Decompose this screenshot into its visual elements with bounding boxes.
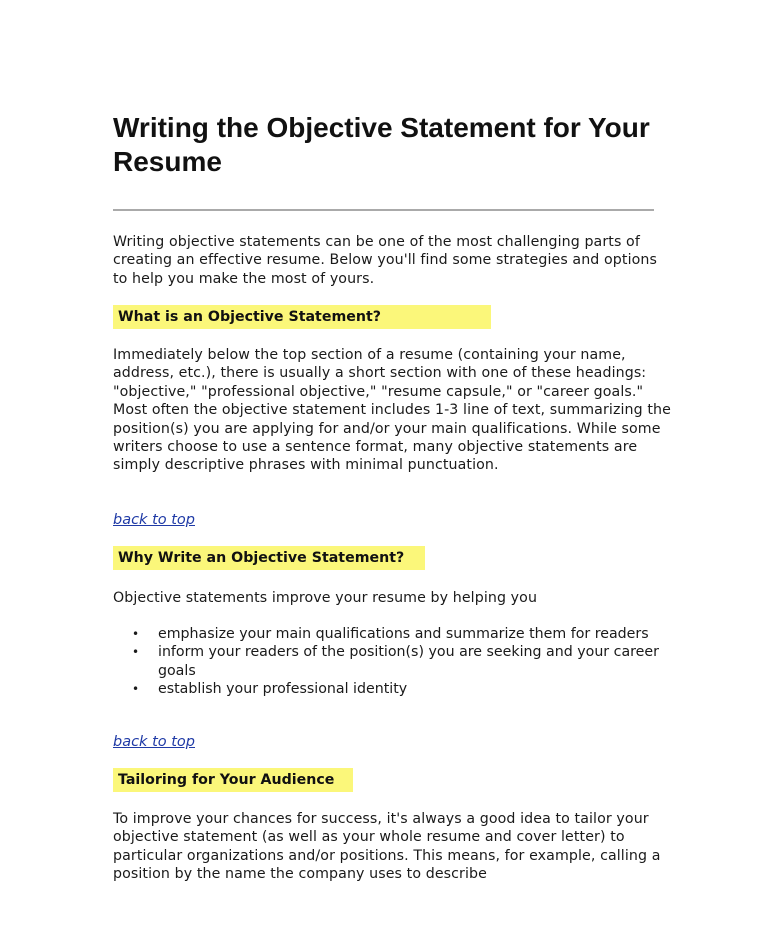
list-item — [113, 625, 673, 643]
section-body-what-is: Immediately below the top section of a resume (containing your name, address, etc.), there is usually a short section with one of these headings: "objective," "professional objective," "resume capsule," or "career goals." Most often the objective statement includes 1-3 line of text, summarizing the position(s) you are applying for and/or your main qualifications. While some writers choose to use a sentence format, many objective statements are simply descriptive phrases with minimal punctuation. — [113, 347, 671, 474]
back-to-top-link-2[interactable]: back to top — [113, 734, 195, 750]
list-item-text: emphasize your main qualifications and summarize them for readers — [158, 626, 649, 642]
list-item — [113, 680, 673, 698]
list-item-text: inform your readers of the position(s) you are seeking and your career goals — [158, 644, 659, 679]
section-body-tailoring: To improve your chances for success, it's always a good idea to tailor your objective statement (as well as your whole resume and cover letter) to particular organizations and/or positions. This means, for example, calling a position by the name the company uses to describe — [113, 811, 661, 883]
bullet-icon: • — [132, 682, 140, 697]
section-heading-tailoring: Tailoring for Your Audience — [113, 768, 353, 792]
section-body-why-write: Objective statements improve your resume by helping you — [113, 590, 538, 606]
list-item — [113, 643, 673, 680]
back-to-top-link-1[interactable]: back to top — [113, 512, 195, 528]
intro-paragraph: Writing objective statements can be one of the most challenging parts of creating an effective resume. Below you'll find some strategies and options to help you make the most of yours. — [113, 234, 657, 287]
title-divider — [113, 209, 654, 211]
benefits-list — [113, 625, 673, 699]
bullet-icon: • — [132, 645, 140, 660]
section-heading-what-is: What is an Objective Statement? — [113, 305, 491, 329]
list-item-text: establish your professional identity — [158, 681, 408, 698]
page-title: Writing the Objective Statement for Your Resume — [113, 112, 650, 177]
bullet-icon: • — [132, 627, 140, 641]
section-heading-why-write: Why Write an Objective Statement? — [113, 546, 425, 570]
